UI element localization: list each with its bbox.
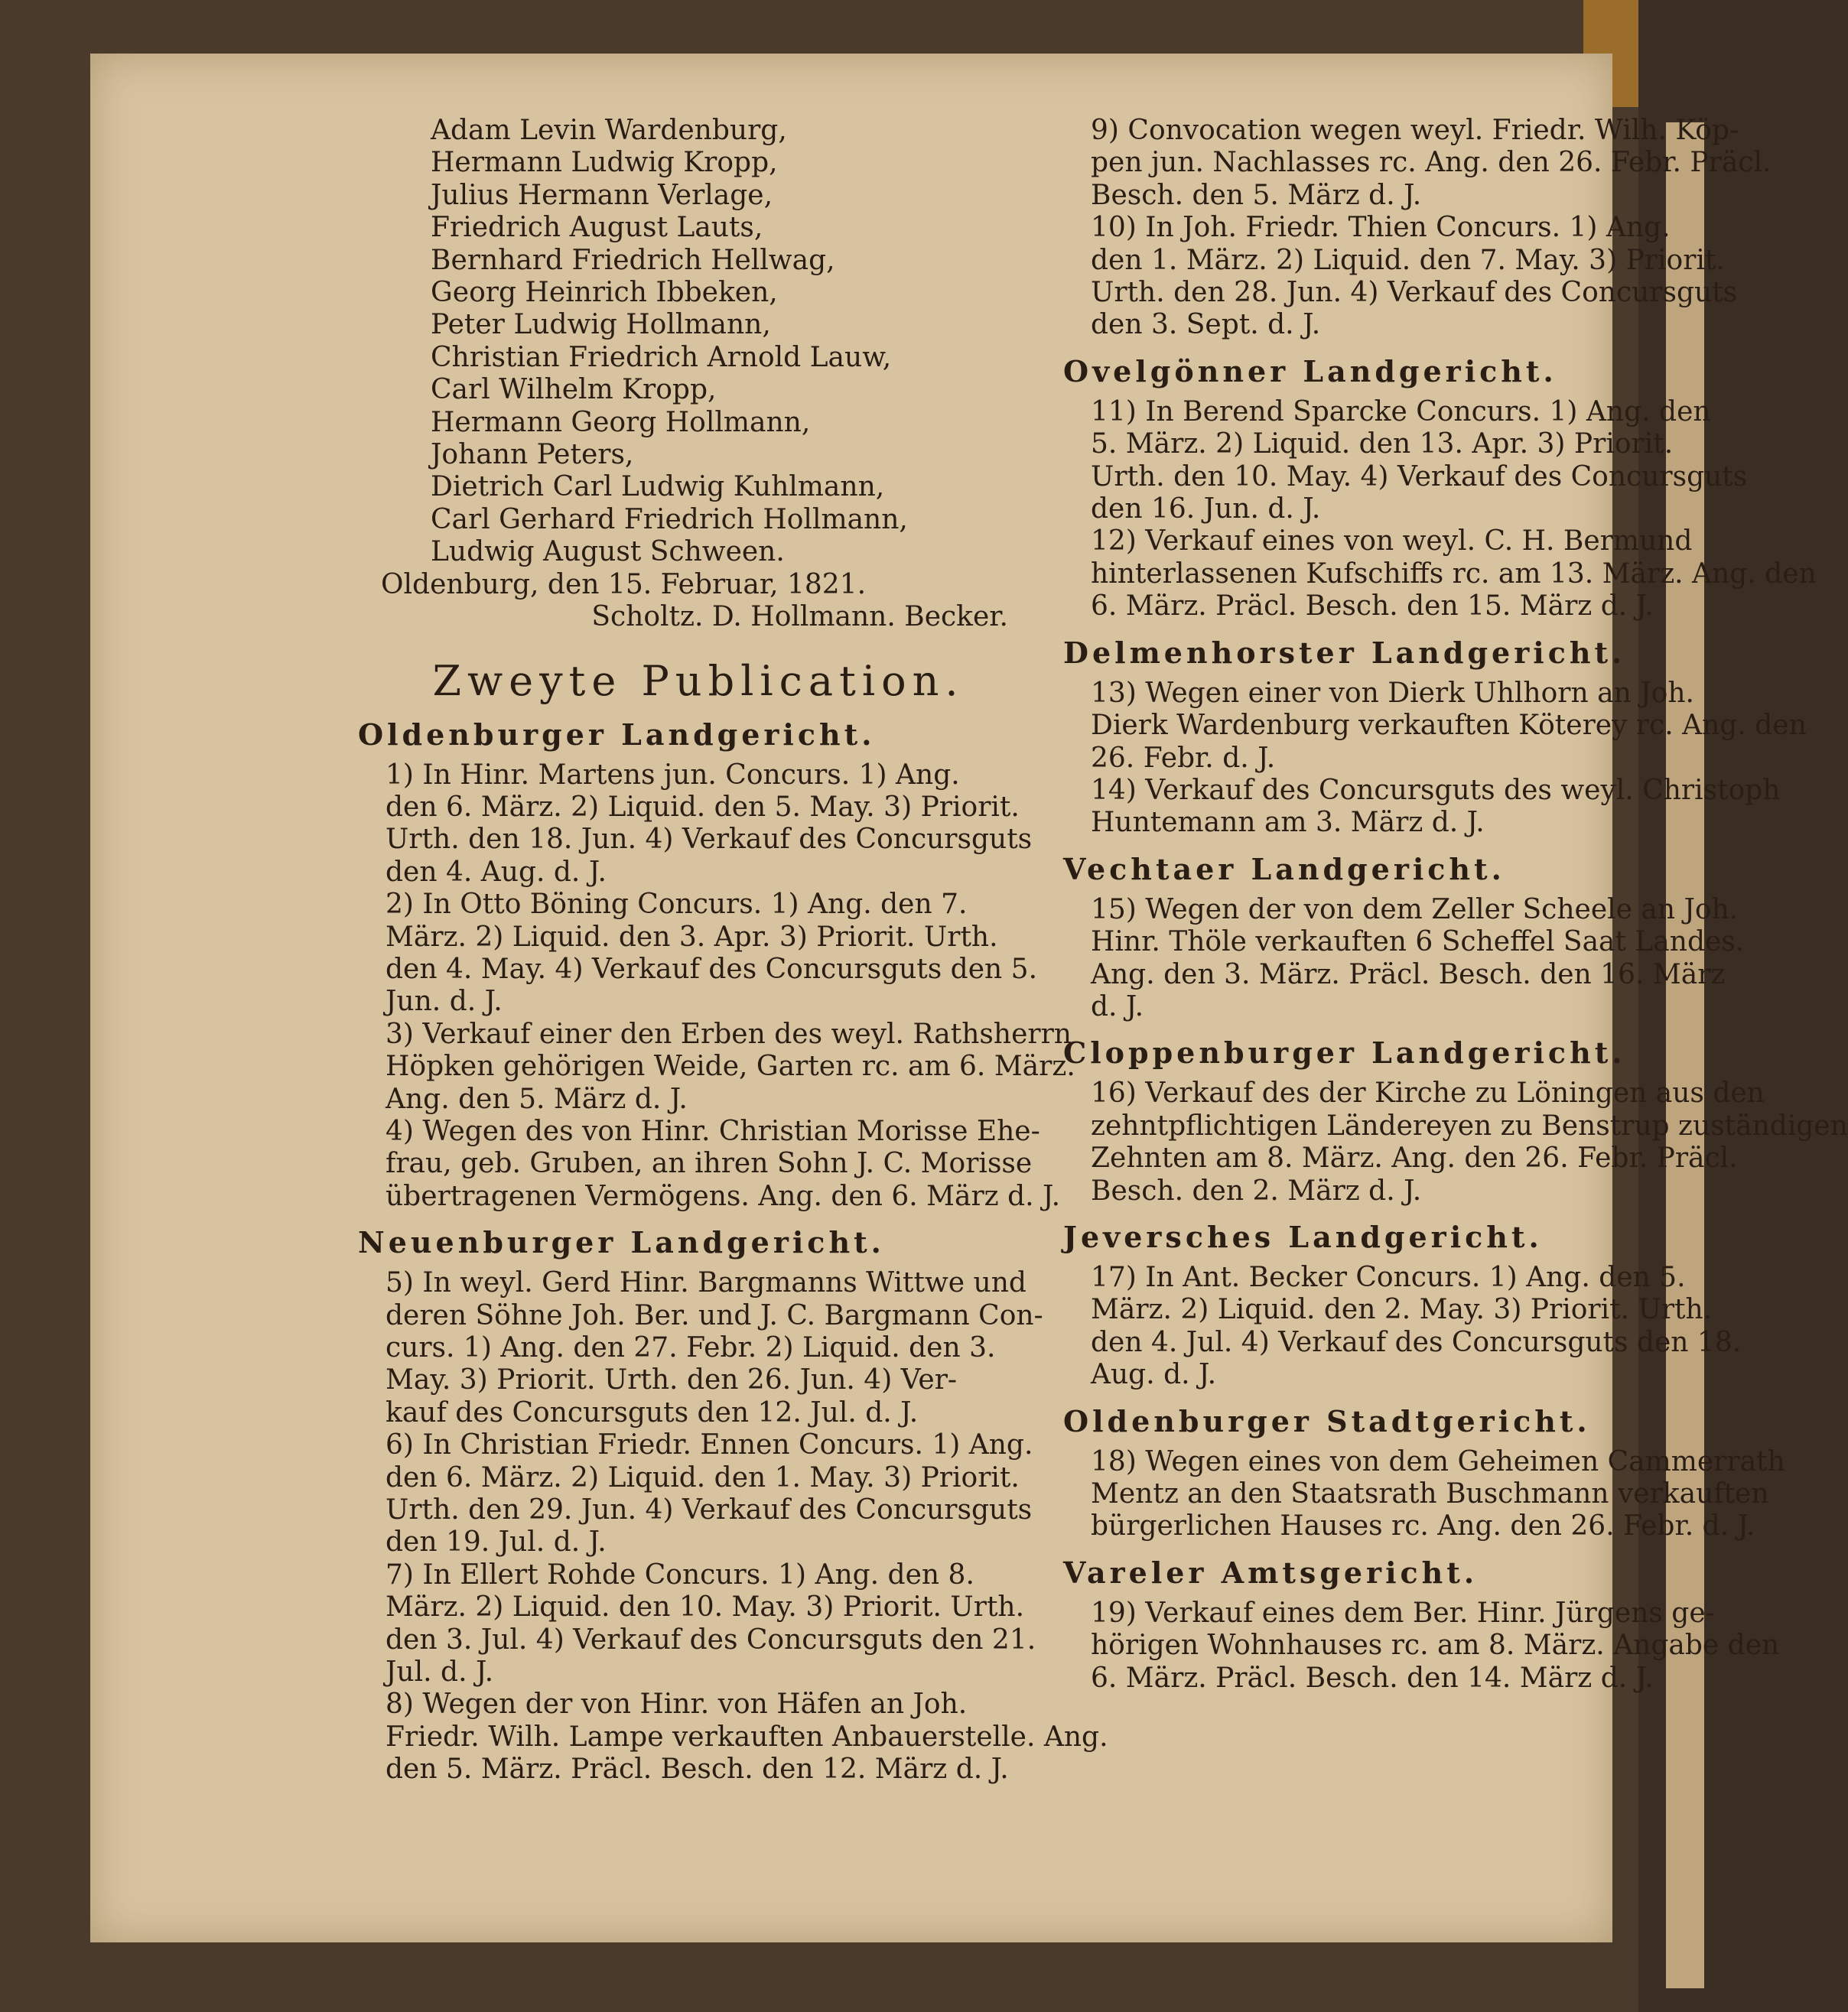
- court-heading: Cloppenburger Landgericht.: [1063, 1035, 1626, 1071]
- entry-9: [1063, 115, 1772, 212]
- entry-line: Ang. den 3. März. Präcl. Besch. den 16. März: [1091, 958, 1726, 990]
- entry-line: 15) Wegen der von dem Zeller Scheele an Joh.: [1091, 893, 1739, 925]
- entry-3: [358, 1018, 1075, 1116]
- entry-line: 8) Wegen der von Hinr. von Häfen an Joh.: [386, 1689, 968, 1721]
- document-page: [90, 54, 1848, 1942]
- name-line: Carl Gerhard Friedrich Hollmann,: [431, 503, 908, 535]
- entry-4: [358, 1115, 1061, 1213]
- name-line: Adam Levin Wardenburg,: [431, 115, 787, 146]
- entry-line: 16) Verkauf des der Kirche zu Löningen aus den: [1091, 1078, 1765, 1110]
- entry-line: den 4. May. 4) Verkauf des Concursguts den 5.: [386, 953, 1038, 985]
- entry-line: 18) Wegen eines von dem Geheimen Cammerrath: [1091, 1445, 1785, 1477]
- entry-11: [1063, 395, 1748, 526]
- entry-8: [358, 1689, 1108, 1786]
- entry-line: Hinr. Thöle verkauften 6 Scheffel Saat Landes.: [1091, 926, 1745, 958]
- entry-line: Urth. den 10. May. 4) Verkauf des Concursguts: [1091, 460, 1748, 492]
- entry-line: Besch. den 5. März d. J.: [1091, 179, 1422, 211]
- entry-line: Friedr. Wilh. Lampe verkauften Anbauerstelle. Ang.: [386, 1721, 1108, 1753]
- entry-1: [358, 759, 1039, 889]
- entry-line: den 6. März. 2) Liquid. den 5. May. 3) Priorit.: [386, 791, 1020, 823]
- entry-line: den 4. Aug. d. J.: [386, 856, 607, 888]
- entry-line: den 3. Sept. d. J.: [1091, 309, 1321, 341]
- entry-line: 26. Febr. d. J.: [1091, 742, 1276, 774]
- entry-line: zehntpflichtigen Ländereyen zu Benstrup zuständigen: [1091, 1110, 1848, 1142]
- court-heading: Vechtaer Landgericht.: [1063, 851, 1505, 886]
- entry-line: deren Söhne Joh. Ber. und J. C. Bargmann Con-: [386, 1299, 1043, 1331]
- entry-2: [358, 889, 1039, 1019]
- entry-15: [1063, 893, 1745, 1024]
- court-heading: Oldenburger Stadtgericht.: [1063, 1403, 1591, 1438]
- left-column: [358, 54, 1108, 1786]
- entry-line: hörigen Wohnhauses rc. am 8. März. Angabe den: [1091, 1630, 1780, 1662]
- entry-line: May. 3) Priorit. Urth. den 26. Jun. 4) Ver-: [386, 1364, 958, 1396]
- entry-line: den 6. März. 2) Liquid. den 1. May. 3) Priorit.: [386, 1461, 1020, 1494]
- entry-line: März. 2) Liquid. den 3. Apr. 3) Priorit. Urth.: [386, 921, 998, 953]
- entry-line: übertragenen Vermögens. Ang. den 6. März d. J.: [386, 1180, 1061, 1212]
- entry-line: Jul. d. J.: [386, 1656, 494, 1689]
- entry-6: [358, 1429, 1039, 1559]
- entry-line: Urth. den 18. Jun. 4) Verkauf des Concursguts: [386, 824, 1033, 856]
- name-line: Dietrich Carl Ludwig Kuhlmann,: [431, 471, 885, 503]
- entry-line: 11) In Berend Sparcke Concurs. 1) Ang. den: [1091, 395, 1711, 427]
- name-line: Christian Friedrich Arnold Lauw,: [431, 341, 892, 373]
- entry-line: den 16. Jun. d. J.: [1091, 493, 1321, 525]
- entry-line: 7) In Ellert Rohde Concurs. 1) Ang. den 8.: [386, 1559, 974, 1591]
- entry-line: 14) Verkauf des Concursguts des weyl. Christoph: [1091, 774, 1781, 806]
- entry-line: Besch. den 2. März d. J.: [1091, 1175, 1422, 1207]
- entry-line: März. 2) Liquid. den 2. May. 3) Priorit. Urth.: [1091, 1294, 1713, 1326]
- name-line: Hermann Georg Hollmann,: [431, 406, 811, 438]
- entry-line: den 19. Jul. d. J.: [386, 1526, 607, 1559]
- entry-16: [1063, 1078, 1848, 1208]
- court-heading: Vareler Amtsgericht.: [1063, 1555, 1479, 1590]
- entry-line: Dierk Wardenburg verkauften Köterey rc. Ang. den: [1091, 710, 1807, 742]
- court-heading: Neuenburger Landgericht.: [358, 1225, 885, 1260]
- entry-line: kauf des Concursguts den 12. Jul. d. J.: [386, 1396, 919, 1429]
- signature-line: Scholtz. D. Hollmann. Becker.: [591, 601, 1008, 633]
- entry-line: März. 2) Liquid. den 10. May. 3) Priorit. Urth.: [386, 1591, 1025, 1624]
- entry-line: Jun. d. J.: [386, 986, 503, 1018]
- entry-line: hinterlassenen Kufschiffs rc. am 13. März. Ang. den: [1091, 557, 1817, 590]
- name-line: Georg Heinrich Ibbeken,: [431, 277, 778, 309]
- entry-line: bürgerlichen Hauses rc. Ang. den 26. Febr. d. J.: [1091, 1510, 1755, 1542]
- name-line: Bernhard Friedrich Hellwag,: [431, 244, 835, 276]
- entry-line: den 5. März. Präcl. Besch. den 12. März d. J.: [386, 1754, 1009, 1786]
- entry-18: [1063, 1445, 1785, 1543]
- entry-7: [358, 1559, 1039, 1689]
- date-line: Oldenburg, den 15. Februar, 1821.: [381, 568, 867, 600]
- entry-line: Huntemann am 3. März d. J.: [1091, 807, 1485, 839]
- entry-line: d. J.: [1091, 990, 1144, 1022]
- entry-line: 9) Convocation wegen weyl. Friedr. Wilh. Köp-: [1091, 115, 1739, 146]
- entry-line: 12) Verkauf eines von weyl. C. H. Bermund: [1091, 525, 1693, 557]
- entry-line: den 3. Jul. 4) Verkauf des Concursguts den 21.: [386, 1624, 1036, 1656]
- name-list: [358, 115, 1039, 569]
- entry-line: Ang. den 5. März d. J.: [386, 1083, 688, 1115]
- entry-12: [1063, 525, 1817, 622]
- entry-line: 6. März. Präcl. Besch. den 15. März d. J.: [1091, 590, 1654, 622]
- entry-line: 17) In Ant. Becker Concurs. 1) Ang. den 5.: [1091, 1261, 1686, 1293]
- entry-19: [1063, 1597, 1780, 1695]
- entry-line: 1) In Hinr. Martens jun. Concurs. 1) Ang.: [386, 759, 960, 791]
- entry-14: [1063, 774, 1781, 840]
- court-heading: Jeversches Landgericht.: [1063, 1219, 1543, 1254]
- name-line: Ludwig August Schween.: [431, 536, 785, 568]
- entry-line: 5) In weyl. Gerd Hinr. Bargmanns Wittwe und: [386, 1267, 1026, 1299]
- court-heading: Oldenburger Landgericht.: [358, 717, 876, 752]
- name-line: Friedrich August Lauts,: [431, 212, 763, 244]
- name-line: Carl Wilhelm Kropp,: [431, 374, 717, 406]
- entry-line: 10) In Joh. Friedr. Thien Concurs. 1) Ang.: [1091, 212, 1671, 244]
- entry-line: 4) Wegen des von Hinr. Christian Morisse Ehe-: [386, 1115, 1040, 1147]
- name-line: Hermann Ludwig Kropp,: [431, 147, 778, 179]
- entry-line: curs. 1) Ang. den 27. Febr. 2) Liquid. den 3.: [386, 1332, 996, 1364]
- entry-line: 5. März. 2) Liquid. den 13. Apr. 3) Priorit.: [1091, 428, 1674, 460]
- entry-line: den 4. Jul. 4) Verkauf des Concursguts den 18.: [1091, 1326, 1742, 1358]
- entry-line: pen jun. Nachlasses rc. Ang. den 26. Febr. Präcl.: [1091, 147, 1772, 179]
- publication-title: Zweyte Publication.: [432, 656, 965, 705]
- entry-line: Höpken gehörigen Weide, Garten rc. am 6. März.: [386, 1051, 1075, 1083]
- court-heading: Ovelgönner Landgericht.: [1063, 353, 1557, 388]
- entry-line: den 1. März. 2) Liquid. den 7. May. 3) Priorit.: [1091, 244, 1725, 276]
- entry-13: [1063, 677, 1807, 775]
- entry-line: 6) In Christian Friedr. Ennen Concurs. 1) Ang.: [386, 1429, 1033, 1461]
- name-line: Peter Ludwig Hollmann,: [431, 309, 771, 341]
- court-heading: Delmenhorster Landgericht.: [1063, 635, 1626, 670]
- name-line: Julius Hermann Verlage,: [431, 179, 773, 211]
- entry-line: Aug. d. J.: [1091, 1359, 1217, 1391]
- entry-line: 13) Wegen einer von Dierk Uhlhorn an Joh.: [1091, 677, 1694, 709]
- right-column: [1063, 54, 1848, 1695]
- entry-line: 6. März. Präcl. Besch. den 14. März d. J.: [1091, 1662, 1654, 1694]
- name-line: Johann Peters,: [431, 439, 634, 471]
- entry-line: frau, geb. Gruben, an ihren Sohn J. C. Morisse: [386, 1148, 1033, 1180]
- entry-10: [1063, 212, 1738, 342]
- entry-line: Mentz an den Staatsrath Buschmann verkauften: [1091, 1478, 1769, 1510]
- entry-line: Urth. den 29. Jun. 4) Verkauf des Concursguts: [386, 1494, 1033, 1526]
- entry-line: 19) Verkauf eines dem Ber. Hinr. Jürgens ge-: [1091, 1597, 1715, 1629]
- entry-17: [1063, 1261, 1742, 1392]
- entry-5: [358, 1267, 1043, 1429]
- entry-line: Zehnten am 8. März. Ang. den 26. Febr. Präcl.: [1091, 1143, 1738, 1175]
- entry-line: Urth. den 28. Jun. 4) Verkauf des Concursguts: [1091, 277, 1738, 309]
- entry-line: 2) In Otto Böning Concurs. 1) Ang. den 7.: [386, 889, 968, 921]
- entry-line: 3) Verkauf einer den Erben des weyl. Rathsherrn: [386, 1018, 1072, 1050]
